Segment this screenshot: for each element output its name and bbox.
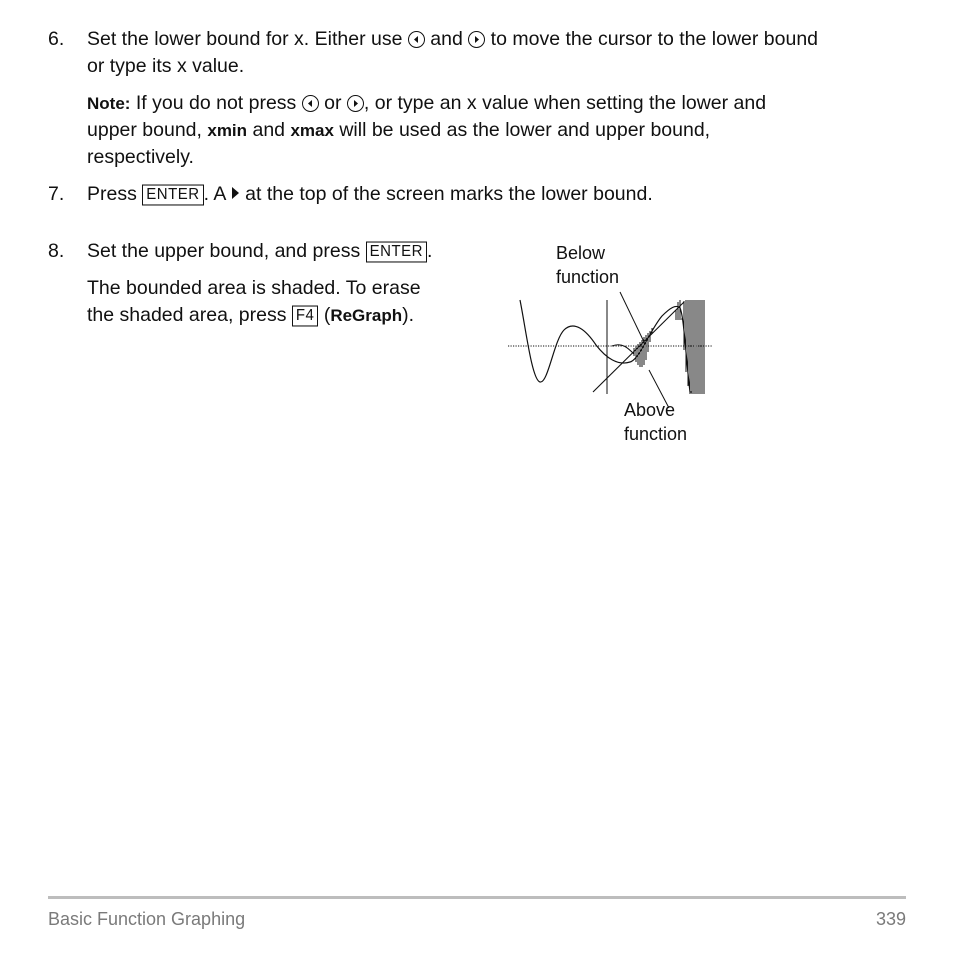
note-and: and [252,119,286,141]
below-callout-line [620,292,645,344]
footer-divider [48,896,906,899]
xmin-term: xmin [207,121,248,140]
step-6-text-part1: Set the lower bound for x. Either use [87,28,403,50]
right-arrow-icon [347,95,364,112]
note-text3: upper bound, [87,119,202,141]
step-7-number: 7. [48,183,65,205]
note-text4: will be used as the lower and upper bound, [339,119,711,141]
shaded-close-paren: ). [402,304,415,326]
shaded-paragraph [87,275,507,329]
shaded-line1: The bounded area is shaded. To erase [87,277,421,299]
left-arrow-icon [408,31,425,48]
step-7-text [87,181,927,208]
step-7-press: Press [87,183,137,205]
above-label-line1: Above [624,400,676,420]
step-8-text [87,238,507,265]
step-7-text1: . A [203,183,226,205]
note-or: or [324,92,342,114]
right-triangle-icon [231,181,240,208]
footer-section-title: Basic Function Graphing [48,909,246,929]
step-6-and: and [430,28,463,50]
step-8-text1: Set the upper bound, and press [87,240,361,262]
step-8-number: 8. [48,240,65,262]
above-label-line2: function [624,424,688,444]
below-label-line2: function [556,267,620,287]
note-paragraph [87,90,927,171]
step-7-text2: at the top of the screen marks the lower bound. [245,183,653,205]
note-text1: If you do not press [135,92,297,114]
right-arrow-icon [468,31,485,48]
left-arrow-icon [302,95,319,112]
note-text5: respectively. [87,146,194,168]
footer-page-number: 339 [875,909,906,929]
callout-lines [600,280,680,420]
note-label: Note: [87,94,131,113]
step-6-text-part2: to move the cursor to the lower bound [490,28,819,50]
shaded-line2: the shaded area, press [87,304,287,326]
enter-key: ENTER [366,242,427,263]
f4-key: F4 [292,306,319,327]
regraph-term: ReGraph [330,306,403,325]
step-6-line2: or type its x value. [87,55,245,77]
below-label-line1: Below [556,243,606,263]
step-6-text [87,26,927,80]
enter-key: ENTER [142,185,203,206]
note-text2: , or type an x value when setting the lower and [363,92,767,114]
step-8-period: . [426,240,433,262]
shaded-open-paren: ( [323,304,331,326]
step-6-number: 6. [48,28,65,50]
above-callout-line [649,370,669,408]
xmax-term: xmax [290,121,334,140]
